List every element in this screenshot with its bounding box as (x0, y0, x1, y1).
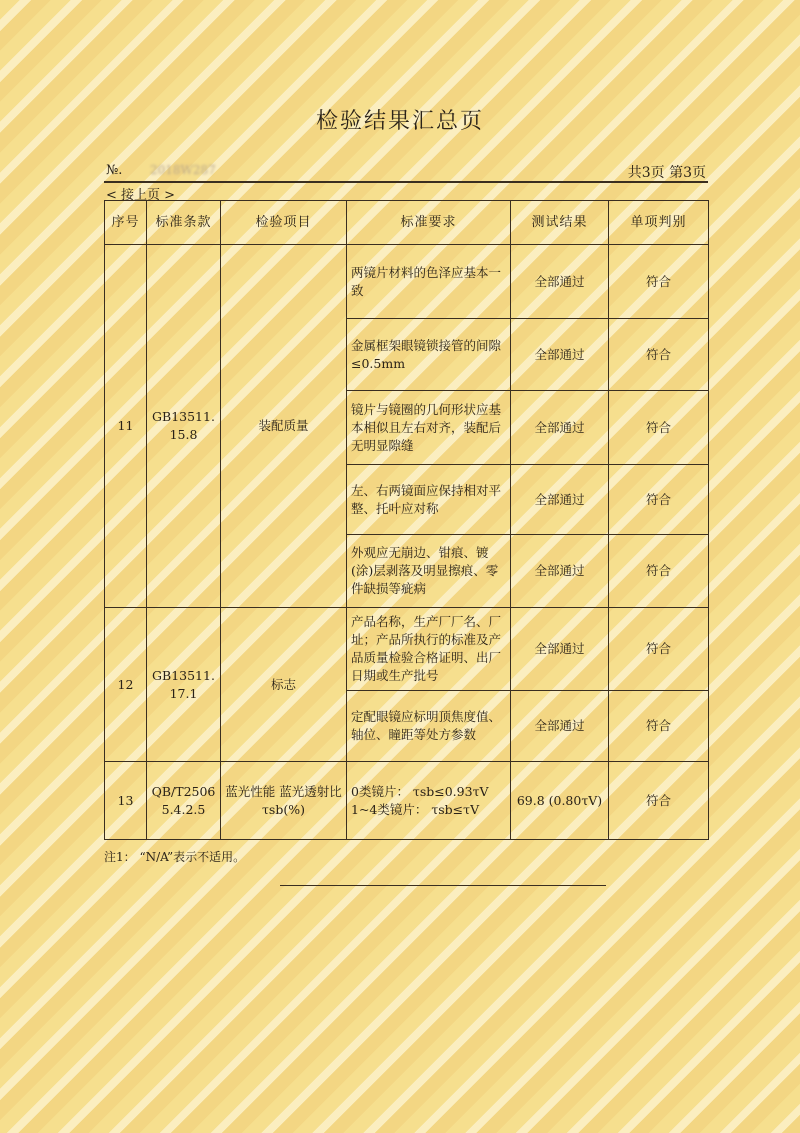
header-cell: 标准条款 (147, 201, 221, 245)
seq-cell: 13 (105, 762, 147, 840)
result-cell: 全部通过 (511, 691, 609, 762)
footnote: 注1： “N/A”表示不适用。 (104, 850, 246, 864)
header-cell: 标准要求 (347, 201, 511, 245)
table-row (105, 762, 709, 840)
results-table (104, 200, 709, 840)
header-cell: 测试结果 (511, 201, 609, 245)
requirement-cell: 外观应无崩边、钳痕、镀(涂)层剥落及明显擦痕、零件缺损等疵病 (347, 535, 511, 608)
continued-label: < 接上页 > (106, 188, 176, 203)
result-cell: 全部通过 (511, 465, 609, 535)
header-cell: 检验项目 (221, 201, 347, 245)
seq-cell: 12 (105, 608, 147, 762)
verdict-cell: 符合 (609, 762, 709, 840)
seq-cell: 11 (105, 245, 147, 608)
page-count: 共3页 第3页 (627, 165, 706, 181)
verdict-cell: 符合 (609, 691, 709, 762)
header-cell: 单项判别 (609, 201, 709, 245)
result-cell: 全部通过 (511, 535, 609, 608)
result-cell: 全部通过 (511, 608, 609, 691)
requirement-cell: 左、右两镜面应保持相对平整、托叶应对称 (347, 465, 511, 535)
clause-cell: GB13511.15.8 (147, 245, 221, 608)
verdict-cell: 符合 (609, 608, 709, 691)
requirement-cell: 金属框架眼镜锁接管的间隙≤0.5mm (347, 319, 511, 391)
table-row (105, 245, 709, 319)
verdict-cell: 符合 (609, 245, 709, 319)
item-cell: 蓝光性能 蓝光透射比τsb(%) (221, 762, 347, 840)
page-title: 检验结果汇总页 (315, 109, 484, 134)
requirement-cell: 产品名称，生产厂厂名、厂址；产品所执行的标准及产品质量检验合格证明、出厂日期或生产批号 (347, 608, 511, 691)
table-row (105, 608, 709, 691)
verdict-cell: 符合 (609, 465, 709, 535)
verdict-cell: 符合 (609, 391, 709, 465)
clause-cell: QB/T2506 5.4.2.5 (147, 762, 221, 840)
header-rule (104, 181, 708, 183)
result-cell: 69.8 (0.80τV) (511, 762, 609, 840)
report-number-label: №. (106, 163, 123, 178)
requirement-cell: 两镜片材料的色泽应基本一致 (347, 245, 511, 319)
verdict-cell: 符合 (609, 319, 709, 391)
result-cell: 全部通过 (511, 245, 609, 319)
requirement-cell: 镜片与镜圈的几何形状应基本相似且左右对齐，装配后无明显隙缝 (347, 391, 511, 465)
verdict-cell: 符合 (609, 535, 709, 608)
table-header (105, 201, 709, 245)
header-cell: 序号 (105, 201, 147, 245)
result-cell: 全部通过 (511, 391, 609, 465)
item-cell: 标志 (221, 608, 347, 762)
clause-cell: GB13511.17.1 (147, 608, 221, 762)
report-number: 2018W287 (150, 163, 216, 177)
result-cell: 全部通过 (511, 319, 609, 391)
item-cell: 装配质量 (221, 245, 347, 608)
requirement-cell: 0类镜片： τsb≤0.93τV 1~4类镜片： τsb≤τV (347, 762, 511, 840)
requirement-cell: 定配眼镜应标明顶焦度值、轴位、瞳距等处方参数 (347, 691, 511, 762)
end-rule (280, 885, 606, 886)
